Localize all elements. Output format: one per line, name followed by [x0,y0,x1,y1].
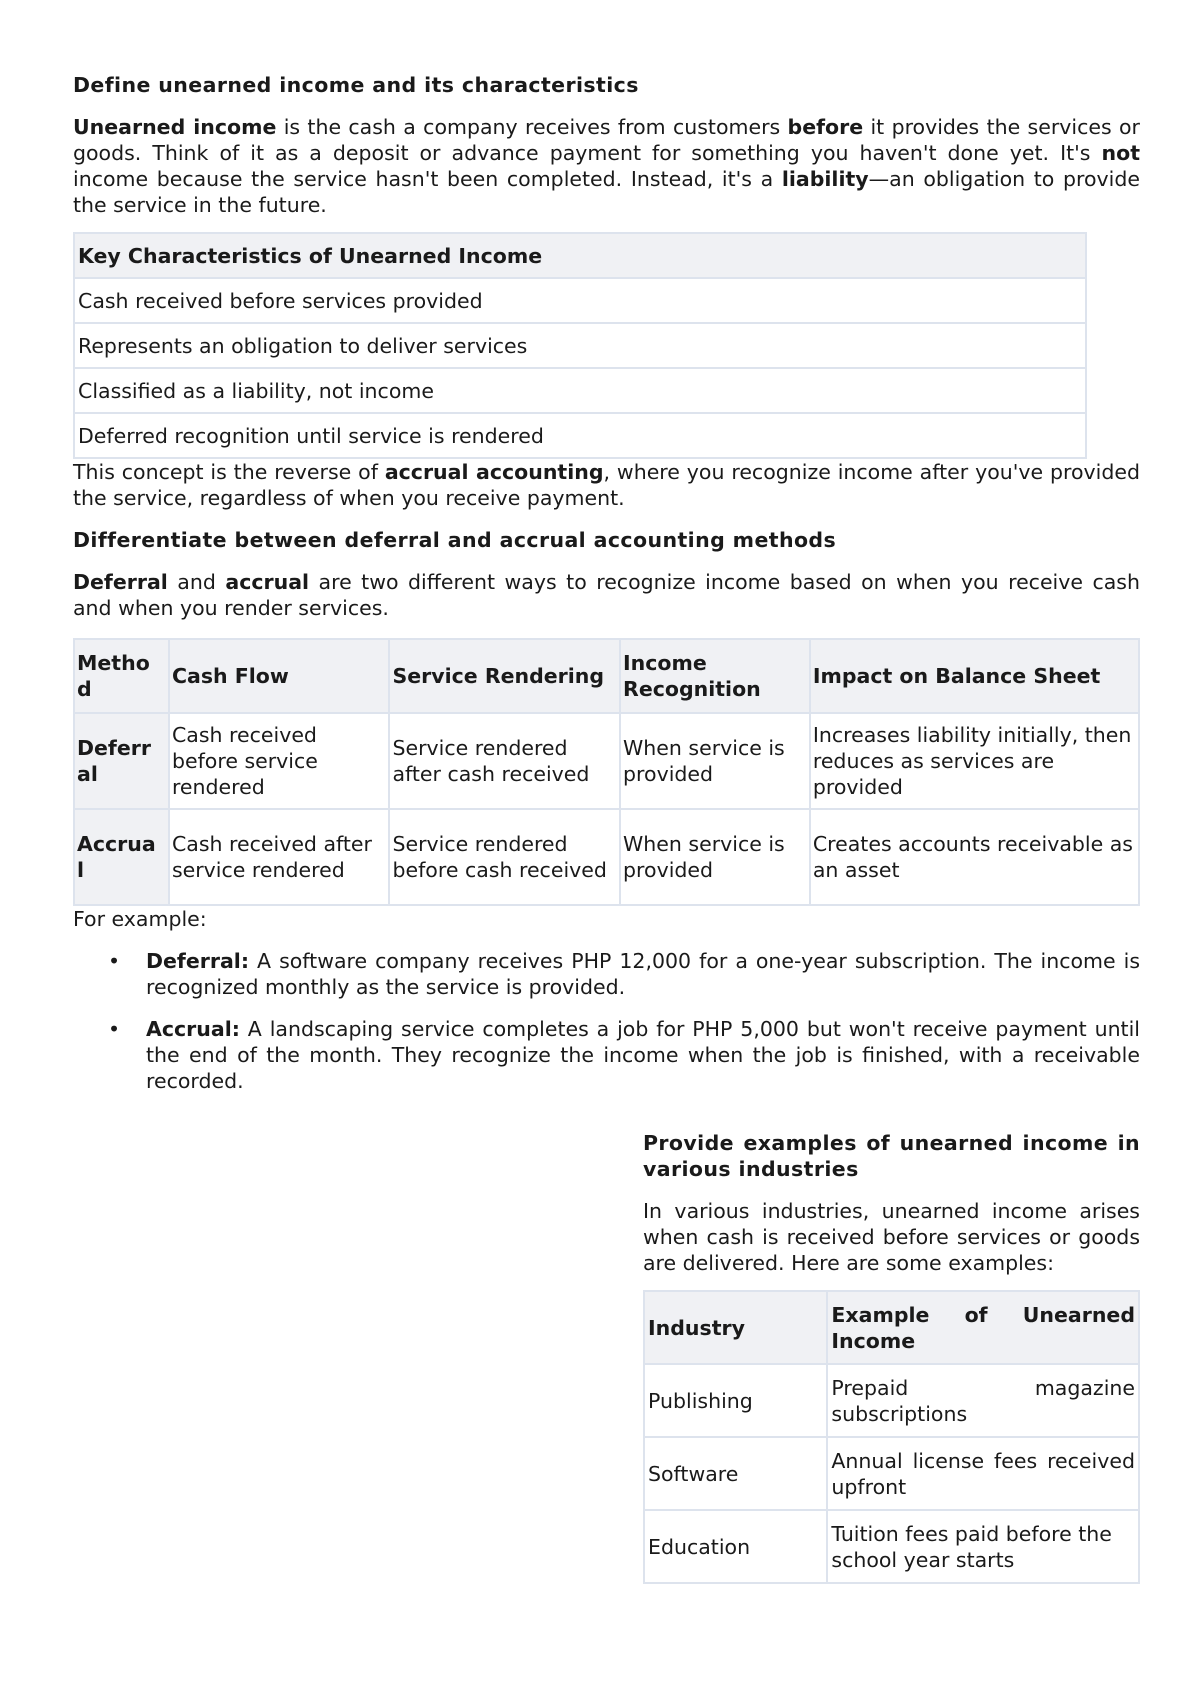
table-header-cell: Metho d [74,639,169,713]
table-cell: Creates accounts receivable as an asset [810,809,1139,905]
table-row [74,278,1086,323]
table-header-row [74,233,1086,278]
table-row [74,368,1086,413]
table-row [644,1437,1139,1510]
table-cell: Service rendered after cash received [389,713,620,809]
industry-examples-intro: In various industries, unearned income arises when cash is received before services or goods are delivered. Here are some examples: [643,1199,1140,1275]
table-header-row [644,1291,1139,1364]
table-row-header: Deferr al [74,713,169,809]
table-cell: Annual license fees received upfront [827,1437,1139,1510]
table-cell: Education [644,1510,827,1583]
table-cell: Service rendered before cash received [389,809,620,905]
table-cell: Classified as a liability, not income [74,368,1086,413]
table-header-cell: Service Rendering [389,639,620,713]
example-list [73,948,1140,1094]
table-cell: Increases liability initially, then reduces as services are provided [810,713,1139,809]
table-header-cell: Impact on Balance Sheet [810,639,1139,713]
table-row [74,809,1139,905]
table-cell: When service is provided [620,809,810,905]
table-row [644,1510,1139,1583]
table-row [74,323,1086,368]
table-header-cell: Key Characteristics of Unearned Income [74,233,1086,278]
section-heading-industry-examples: Provide examples of unearned income in various industries [643,1131,1140,1181]
table-header-cell: Cash Flow [169,639,390,713]
table-header-cell: Example of Unearned Income [827,1291,1139,1364]
deferral-accrual-intro: Deferral and accrual are two different ways to recognize income based on when you receive cash and when you render services. [73,570,1140,620]
table-cell: Cash received after service rendered [169,809,390,905]
industry-examples-table [643,1290,1140,1584]
table-cell: Prepaid magazine subscriptions [827,1364,1139,1437]
table-header-cell: Income Recognition [620,639,810,713]
unearned-income-definition: Unearned income is the cash a company receives from customers before it provides the services or goods. Think of it as a deposit or advance payment for something you haven't done yet. It's not income because the service hasn't been completed. Instead, it's a liability—an obligation to provide the service in the future. [73,115,1140,217]
list-item: • Accrual: A landscaping service completes a job for PHP 5,000 but won't receive payment until the end of the month. They recognize the income when the job is finished, with a receivable recorded. [73,1016,1140,1094]
table-row [74,713,1139,809]
table-cell: Represents an obligation to deliver services [74,323,1086,368]
table-row [644,1364,1139,1437]
table-row-header: Accrua l [74,809,169,905]
key-characteristics-table [73,232,1087,459]
section-heading-unearned-income: Define unearned income and its characteristics [73,73,639,97]
industry-examples-column [643,1130,1140,1584]
list-item: • Deferral: A software company receives PHP 12,000 for a one-year subscription. The income is recognized monthly as the service is provided. [73,948,1140,1000]
table-cell: Publishing [644,1364,827,1437]
table-cell: Software [644,1437,827,1510]
accrual-contrast-paragraph: This concept is the reverse of accrual accounting, where you recognize income after you've provided the service, regardless of when you receive payment. [73,460,1141,510]
main-column [73,72,1140,1094]
table-header-cell: Industry [644,1291,827,1364]
table-header-row [74,639,1139,713]
example-label: For example: [73,907,207,931]
table-cell: Deferred recognition until service is rendered [74,413,1086,458]
table-cell: When service is provided [620,713,810,809]
section-heading-deferral-accrual: Differentiate between deferral and accrual accounting methods [73,528,837,552]
table-cell: Cash received before service rendered [169,713,390,809]
table-row [74,413,1086,458]
table-cell: Cash received before services provided [74,278,1086,323]
method-comparison-table [73,638,1140,906]
table-cell: Tuition fees paid before the school year starts [827,1510,1139,1583]
